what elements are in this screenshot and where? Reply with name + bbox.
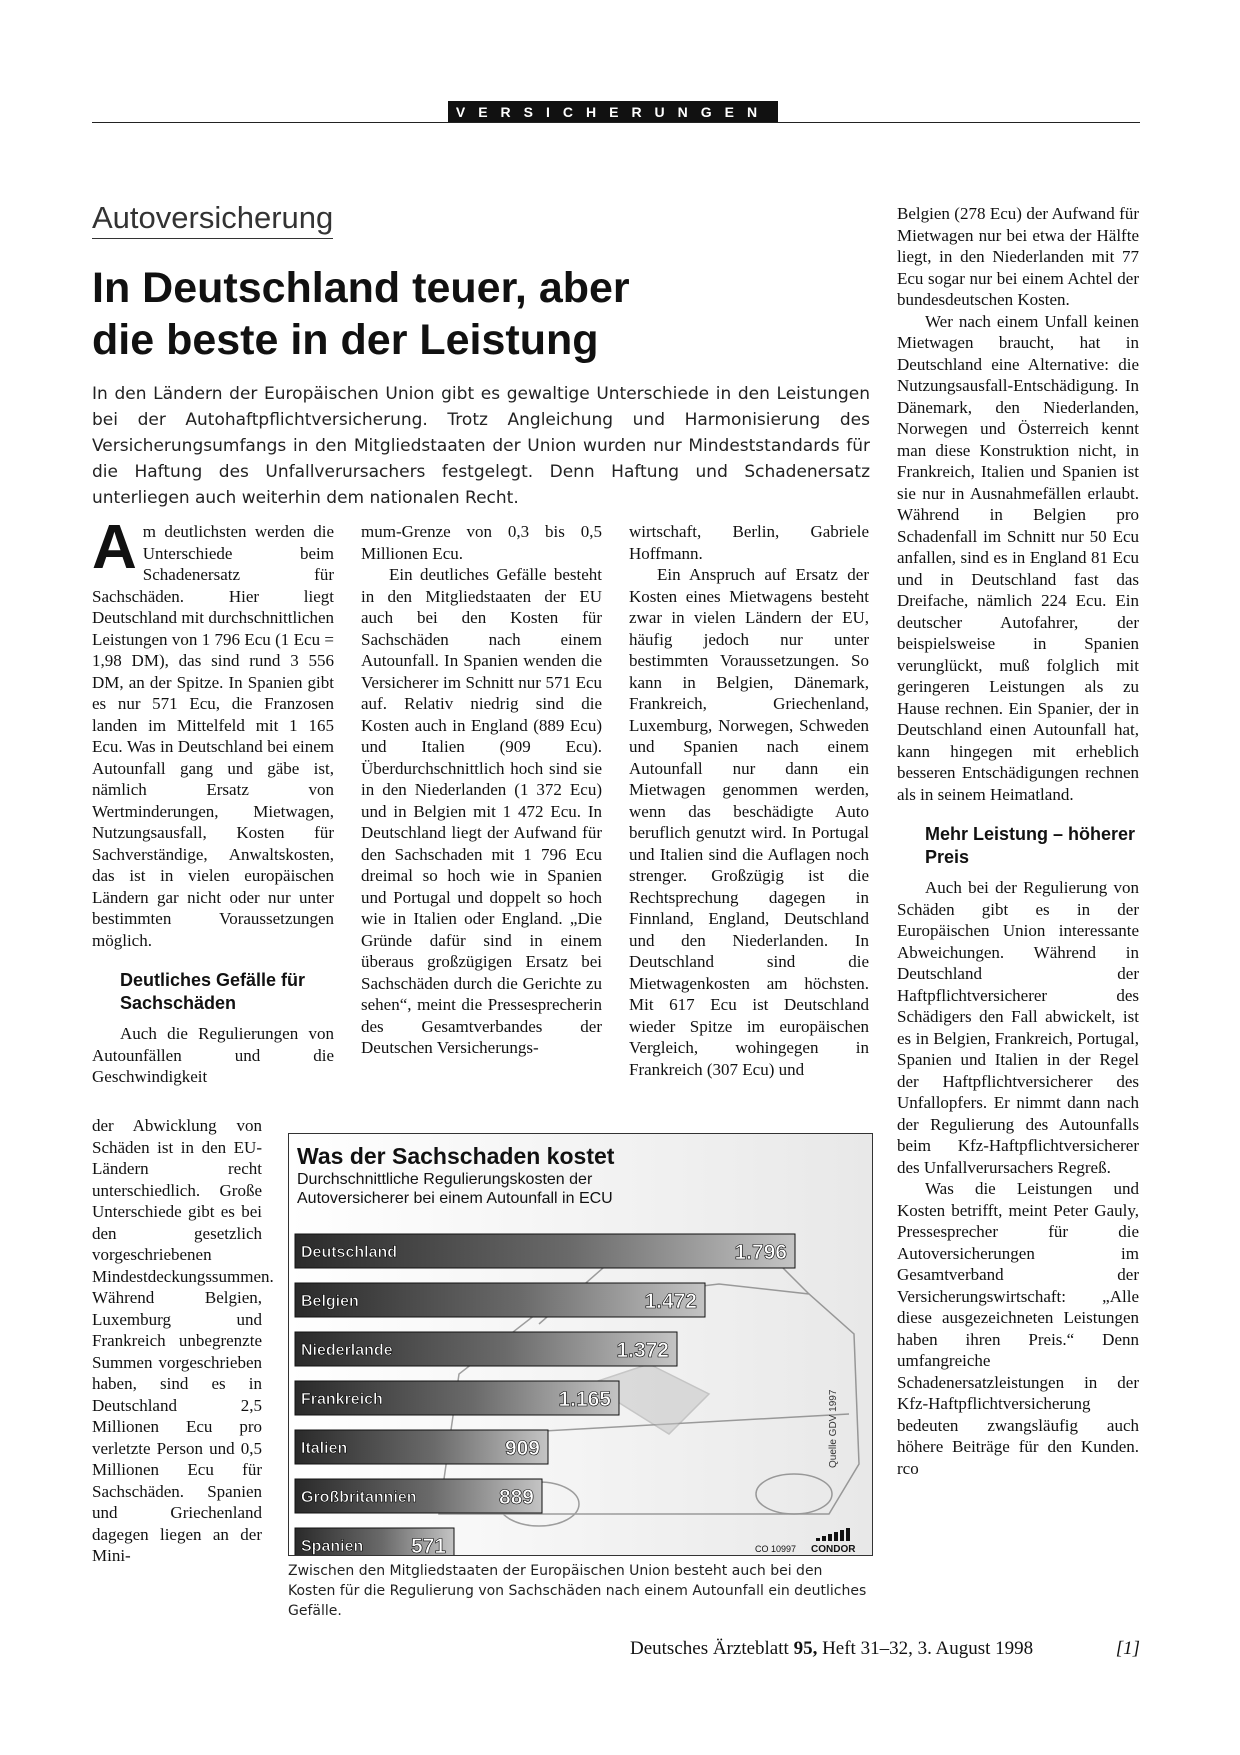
chart-caption: Zwischen den Mitgliedstaaten der Europäischen Union besteht auch bei den Kosten für die Regulierung von Sachschäden nach einem Autounfall ein deutliches Gefälle. — [288, 1563, 867, 1619]
chart-credit-logo: CONDOR — [811, 1544, 856, 1555]
chart-credit-id: CO 10997 — [755, 1544, 797, 1554]
bar-value-label: 889 — [498, 1486, 534, 1509]
paragraph: Auch bei der Regulierung von Schäden gibt es in der Europäischen Union interessante Abweichungen. Während in Deutschland der Haftpflichtversicherer des Schädigers den Fall abwickelt, ist es in Belgien, Frankreich, Portugal, Spanien und Italien in der Regel der Haftpflichtversicherer des Unfallopfers. Er nimmt dann nach der Regulierung des Autounfalls beim Kfz-Haftpflichtversicherer des Unfallverursachers Regreß. — [897, 878, 1139, 1177]
footer-issue: Heft 31–32, 3. August 1998 — [822, 1638, 1034, 1659]
paragraph: wirtschaft, Berlin, Gabriele Hoffmann. — [629, 522, 869, 563]
bar-chart — [288, 1133, 873, 1556]
bar-category-label: Frankreich — [301, 1391, 383, 1408]
bar-value-label: 571 — [410, 1535, 446, 1555]
chart-source: Quelle GDV 1997 — [828, 1389, 839, 1468]
text-column-4 — [897, 203, 1139, 1479]
paragraph: Auch die Regulierungen von Autounfällen und die Geschwindigkeit — [92, 1024, 334, 1086]
paragraph: Ein deutliches Gefälle besteht in den Mitgliedstaaten der EU auch bei den Kosten für Sachschäden nach einem Autounfall. In Spanien wenden die Versicherer im Schnitt nur 571 Ecu auf. Relativ niedrig sind die Kosten auch in England (889 Ecu) und Italien (909 Ecu). Überdurchschnittlich hoch sind sie in den Niederlanden (1 372 Ecu) und in Belgien mit 1 472 Ecu. In Deutschland liegt der Aufwand für den Sachschaden mit 1 796 Ecu dreimal so hoch wie in Spanien und Portugal und doppelt so hoch wie in Italien oder England. „Die Gründe dafür sind in einem überaus großzügigen Ersatz bei Sachschäden durch die Gerichte zu sehen“, meint die Pressesprecherin des Gesamtverbandes der Deutschen Versicherungs- — [361, 565, 602, 1057]
section-header: VERSICHERUNGEN — [448, 101, 778, 123]
bar-value-label: 1.372 — [616, 1339, 669, 1362]
page-footer — [630, 1638, 1140, 1660]
text-column-1 — [92, 513, 334, 1088]
paragraph-text: m deutlichsten werden die Unterschiede beim Schadenersatz für Sachschäden. Hier liegt Deutschland mit durchschnittlichen Leistungen von 1 796 Ecu (1 Ecu = 1,98 DM), das sind rund 3 556 DM, an der Spitze. In Spanien gibt es nur 571 Ecu, die Franzosen landen im Mittelfeld mit 1 165 Ecu. Was in Deutschland bei einem Autounfall gang und gäbe ist, nämlich Ersatz von Wertminderungen, Mietwagen, Nutzungsausfall, Kosten für Sachverständige, Anwaltskosten, das ist in vielen europäischen Ländern gar nicht oder nur unter bestimmten Voraussetzungen möglich. — [92, 522, 334, 950]
paragraph: Was die Leistungen und Kosten betrifft, meint Peter Gauly, Pressesprecher für die Autoversicherungen im Gesamtverband der Versicherungswirtschaft: „Alle diese ausgezeichneten Leistungen haben ihren Preis.“ Denn umfangreiche Schadenersatzleistungen in der Kfz-Haftpflichtversicherung bedeuten zwangsläufig auch höhere Beiträge für den Kunden. rco — [897, 1179, 1139, 1478]
subheading-leistung: Mehr Leistung – höherer Preis — [925, 824, 1136, 867]
paragraph: Belgien (278 Ecu) der Aufwand für Mietwagen nur bei etwa der Hälfte liegt, in den Niederlanden mit 77 Ecu sogar nur bei einem Achtel der bundesdeutschen Kosten. — [897, 204, 1139, 309]
headline-line-1: In Deutschland teuer, aber — [92, 264, 630, 312]
paragraph: Ein Anspruch auf Ersatz der Kosten eines Mietwagens besteht zwar in vielen Ländern der EU, häufig jedoch nur unter bestimmten Voraussetzungen. So kann in Belgien, Dänemark, Frankreich, Griechenland, Luxemburg, Norwegen, Schweden und Spanien nach einem Autounfall nur dann ein Mietwagen genommen werden, wenn das beschädigte Auto beruflich genutzt wird. In Portugal und Italien sind die Auflagen noch strenger. Großzügig ist die Rechtsprechung dagegen in Finnland, England, Deutschland und den Niederlanden. In Deutschland sind die Mietwagenkosten am höchsten. Mit 617 Ecu ist Deutschland wieder Spitze im europäischen Vergleich, wohingegen in Frankreich (307 Ecu) und — [629, 565, 869, 1079]
bar-category-label: Deutschland — [301, 1244, 398, 1261]
chart-canvas — [289, 1134, 872, 1555]
paragraph — [92, 513, 334, 951]
bar-category-label: Belgien — [301, 1293, 359, 1310]
footer-volume: 95, — [793, 1638, 818, 1659]
text-column-1-narrow — [92, 1115, 274, 1567]
paragraph: der Abwicklung von Schäden ist in den EU-Ländern recht unterschiedlich. Große Unterschiede gibt es bei den gesetzlich vorgeschriebenen Mindestdeckungssummen. Während Belgien, Luxemburg und Frankreich unbegrenzte Summen vorgeschrieben haben, sind es in Deutschland 2,5 Millionen Ecu pro verletzte Person und 0,5 Millionen Ecu für Sachschäden. Spanien und Griechenland dagegen liegen an der Mini- — [92, 1116, 274, 1565]
bar-value-label: 1.165 — [558, 1388, 611, 1411]
bar-category-label: Spanien — [301, 1538, 364, 1555]
header-rule — [92, 122, 1140, 123]
text-column-3 — [629, 521, 869, 1080]
drop-cap: A — [92, 513, 137, 582]
chart-subtitle-box — [297, 1170, 657, 1220]
article-lead: In den Ländern der Europäischen Union gibt es gewaltige Unterschiede in den Leistungen bei der Autohaftpflichtversicherung. Trotz Angleichung und Harmonisierung des Versicherungsumfangs in den Mitgliedstaaten der Union wurden nur Mindeststandards für die Haftung des Unfallverursachers festgelegt. Denn Haftung und Schadenersatz unterliegen auch weiterhin dem nationalen Recht. — [92, 384, 870, 508]
bar-category-label: Niederlande — [301, 1342, 393, 1359]
chart-subtitle: Durchschnittliche Regulierungskosten der Autoversicherer bei einem Autounfall in ECU — [297, 1171, 613, 1207]
article-kicker: Autoversicherung — [92, 200, 333, 239]
footer-page-number: [1] — [1115, 1638, 1140, 1659]
bar-category-label: Italien — [301, 1440, 348, 1457]
text-column-2 — [361, 521, 602, 1059]
headline-line-2: die beste in der Leistung — [92, 316, 599, 364]
footer-citation — [630, 1638, 1033, 1660]
bar-value-label: 1.796 — [734, 1241, 787, 1264]
bar-value-label: 1.472 — [644, 1290, 697, 1313]
article-headline — [92, 262, 792, 366]
bar-category-label: Großbritannien — [301, 1489, 417, 1506]
chart-title: Was der Sachschaden kostet — [297, 1143, 615, 1169]
bar-value-label: 909 — [504, 1437, 540, 1460]
paragraph: Wer nach einem Unfall keinen Mietwagen braucht, hat in Deutschland eine Alternative: die Nutzungsausfall-Entschädigung. In Dänemark, den Niederlanden, Norwegen und Österreich kennt man diese Konstruktion nicht, in Frankreich, Italien und Spanien ist sie nur in Ausnahmefällen erlaubt. Während in Belgien pro Schadenfall im Schnitt nur 50 Ecu anfallen, sind es in England 81 Ecu und in Deutschland fast das Dreifache, nämlich 224 Ecu. Ein deutscher Autofahrer, der beispielsweise in Spanien verunglückt, muß folglich mit geringeren Leistungen als zu Hause rechnen. Ein Spanier, der in Deutschland einen Autounfall hat, kann hingegen mit erheblich besseren Entschädigungen rechnen als in seinem Heimatland. — [897, 311, 1139, 804]
subheading-sachschaeden: Deutliches Gefälle für Sachschäden — [120, 970, 306, 1013]
footer-journal: Deutsches Ärzteblatt — [630, 1638, 789, 1659]
paragraph: mum-Grenze von 0,3 bis 0,5 Millionen Ecu. — [361, 522, 602, 563]
